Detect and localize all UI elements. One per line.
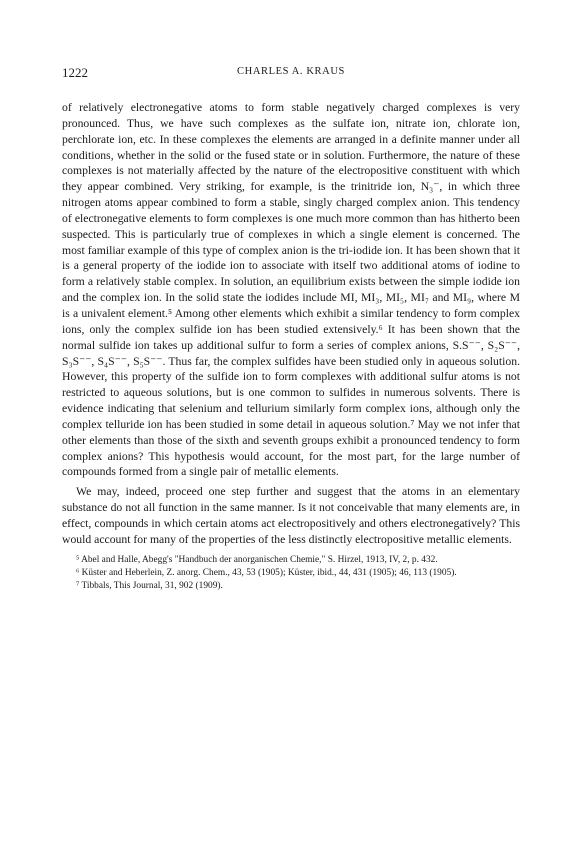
footnote-5: ⁵ Abel and Halle, Abegg's "Handbuch der anorganischen Chemie," S. Hirzel, 1913, IV, 2, p. 432. xyxy=(76,554,438,565)
page-header xyxy=(62,62,520,84)
page-number: 1222 xyxy=(62,65,88,80)
paragraph-1: of relatively electronegative atoms to form stable negatively charged complexes is very pronounced. Thus, we have such complexes as the sulfate ion, nitrate ion, chlorate ion, perchlorate ion, etc. In these complexes the elements are arranged in a definite manner under all conditions, whether in the solid or the fused state or in solution. Furthermore, the nature of these complexes is not materially affected by the nature of the electropositive constituent with which they appear combined. Very striking, for example, is the trinitride ion, N₃⁻, in which three nitrogen atoms appear combined to form a stable, singly charged complex anion. This tendency of electronegative elements to form complexes is one much more common than has hitherto been suspected. This is particularly true of complexes in which a single element is concerned. The most familiar example of this type of complex anion is the tri-iodide ion. It has been shown that it is a general property of the iodide ion to associate with itself two additional atoms of iodine to form a relatively stable complex. In solution, an equilibrium exists between the simple iodide ion and the complex ion. In the solid state the iodides include MI, MI₃, MI₅, MI₇ and MI₉, where M is a univalent element.⁵ Among other elements which exhibit a similar tendency to form complex ions, only the complex sulfide ion has been studied extensively.⁶ It has been shown that the normal sulfide ion takes up additional sulfur to form a series of complex anions, S.S⁻⁻, S₂S⁻⁻, S₃S⁻⁻, S₄S⁻⁻, S₅S⁻⁻. Thus far, the complex sulfides have been studied only in aqueous solution. However, this property of the sulfide ion to form complexes with additional sulfur atoms is not restricted to aqueous solutions, but is one common to sulfides in numerous solvents. There is evidence indicating that selenium and tellurium similarly form complex ions, although only the complex telluride ion has been studied in some detail in aqueous solution.⁷ May we not infer that other elements than those of the sixth and seventh groups exhibit a pronounced tendency to form complex anions? This hypothesis would account, for the most part, for the large number of compounds formed from a single pair of metallic elements. xyxy=(62,101,520,479)
footnote-7: ⁷ Tibbals, This Journal, 31, 902 (1909). xyxy=(76,581,223,592)
footnotes xyxy=(62,554,520,594)
footnote-6: ⁶ Küster and Heberlein, Z. anorg. Chem., 43, 53 (1905); Küster, ibid., 44, 431 (1905); 46, 113 (1905). xyxy=(76,568,457,579)
running-head: CHARLES A. KRAUS xyxy=(237,66,345,77)
paragraph-2: We may, indeed, proceed one step further and suggest that the atoms in an elementary substance do not all function in the same manner. Is it not conceivable that many elements are, in effect, compounds in which certain atoms act electropositively and others electronegatively? This would account for many of the properties of the less distinctly electropositive metallic elements. xyxy=(62,485,520,546)
body-text xyxy=(62,100,520,548)
page xyxy=(62,62,520,594)
